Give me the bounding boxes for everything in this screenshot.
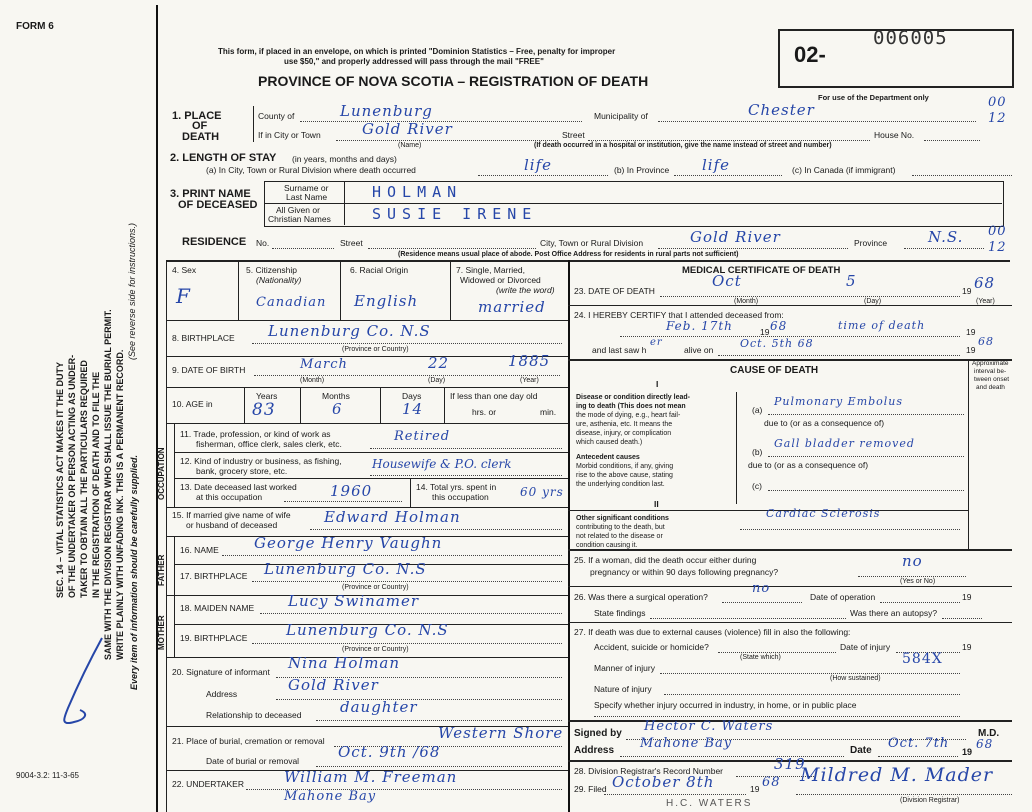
label-industry-2: bank, grocery store, etc.	[196, 466, 288, 476]
row-line-387	[166, 387, 568, 388]
value-mother-maiden: Lucy Swinamer	[288, 592, 420, 610]
label-occupation: OCCUPATION	[157, 447, 166, 500]
ante-3: rise to the above cause, stating	[576, 472, 673, 479]
bottom-stamp: H.C. WATERS	[666, 798, 753, 809]
label-how-sustained: (How sustained)	[830, 675, 881, 682]
line-date-of-death	[660, 296, 960, 297]
value-undertaker: William M. Freeman	[284, 768, 458, 786]
divider-5-6	[340, 260, 341, 320]
line-res-city	[658, 248, 848, 249]
value-city: Gold River	[362, 120, 453, 138]
label-street: Street	[562, 130, 585, 140]
side-text-2: OF THE UNDERTAKER OR PERSON ACTING AS UNDER-	[67, 354, 77, 598]
medical-cert-title: MEDICAL CERTIFICATE OF DEATH	[682, 265, 841, 276]
value-total-years: 60 yrs	[520, 485, 564, 499]
other-3: not related to the disease or	[576, 533, 663, 540]
ante-2: Morbid conditions, if any, giving	[576, 463, 674, 470]
label-father: FATHER	[157, 554, 166, 586]
label-nature: Nature of injury	[594, 684, 652, 694]
side-text-3: TAKER TO OBTAIN ALL THE PARTICULARS REQUIRED	[79, 360, 89, 598]
med-line-586	[568, 586, 1012, 587]
cause-brace	[736, 392, 737, 504]
mail-notice-2: use $50," and properly addressed will pass through the mail "FREE"	[284, 57, 544, 66]
label-undertaker: 22. UNDERTAKER	[172, 779, 244, 789]
label-dob: 9. DATE OF BIRTH	[172, 365, 246, 375]
line-relationship	[316, 720, 562, 721]
line-house-no	[924, 140, 980, 141]
label-date-op: Date of operation	[810, 592, 876, 602]
md-year-prefix: 19	[962, 747, 973, 757]
value-age-years: 83	[252, 400, 276, 420]
interval-3: tween onset	[974, 376, 1010, 383]
res-code-bot: 12	[988, 240, 1007, 255]
med-line-549	[568, 549, 1012, 551]
line-filed	[604, 794, 746, 795]
line-stay-province	[674, 175, 782, 176]
value-other-conditions: Cardiac Sclerosis	[766, 507, 881, 520]
op-year-prefix: 19	[962, 592, 972, 602]
line-stay-city	[478, 175, 608, 176]
line-mother-birthplace	[252, 643, 562, 644]
line-md-address	[620, 756, 844, 757]
line-surgical	[722, 602, 802, 603]
line-accident	[718, 652, 836, 653]
label-res-street: Street	[340, 238, 363, 248]
grid-top-line	[166, 260, 1010, 262]
value-alive-on: Oct. 5th 68	[740, 337, 814, 350]
label-length-of-stay: 2. LENGTH OF STAY	[170, 152, 277, 164]
label-municipality: Municipality of	[594, 111, 648, 121]
label-md-date: Date	[850, 745, 872, 756]
line-trade	[370, 448, 562, 449]
residence-note: (Residence means usual place of abode. Post Office Address for residents in rural parts not sufficient)	[398, 251, 739, 258]
value-res-city: Gold River	[690, 228, 781, 246]
value-attended-to: time of death	[838, 319, 926, 332]
value-md-year: 68	[976, 737, 994, 751]
value-last-worked: 1960	[330, 482, 373, 500]
value-informant: Nina Holman	[288, 654, 401, 672]
value-age-months: 6	[332, 400, 343, 418]
side-text-4: IN THE REGISTRATION OF DEATH AND TO FILE THE	[91, 371, 101, 598]
value-citizenship: Canadian	[256, 295, 327, 310]
label-last-saw: and last saw h	[592, 345, 647, 355]
label-citizenship: 5. Citizenship	[246, 265, 298, 275]
father-divider	[174, 536, 175, 595]
label-res-province: Province	[854, 238, 888, 248]
med-line-305	[568, 305, 1012, 306]
line-birthplace	[252, 343, 562, 344]
disease-1: Disease or condition directly lead-	[576, 394, 690, 401]
name-box-divider	[264, 203, 1002, 204]
line-other	[740, 529, 960, 530]
label-signed-by: Signed by	[574, 728, 622, 739]
med-line-720	[568, 720, 1012, 722]
value-racial: English	[354, 292, 419, 310]
label-record-number: 28. Division Registrar's Record Number	[574, 766, 724, 776]
label-mother-birthplace: 19. BIRTHPLACE	[180, 633, 248, 643]
line-municipality	[658, 121, 976, 122]
label-years-months: (in years, months and days)	[292, 154, 397, 164]
label-stay-canada: (c) In Canada (if immigrant)	[792, 165, 896, 175]
row-line-320	[166, 320, 568, 321]
brace-1	[253, 106, 254, 142]
divider-13-14	[410, 478, 411, 507]
label-days: Days	[402, 391, 422, 401]
mother-divider	[174, 595, 175, 657]
label-prov-country-1: (Province or Country)	[342, 346, 409, 353]
grid-middle-divider	[568, 260, 570, 812]
age-div-2	[300, 387, 301, 423]
line-date-op	[880, 602, 960, 603]
disease-6: which caused death.)	[576, 439, 643, 446]
value-surname: HOLMAN	[372, 183, 463, 201]
margin-signature-mark	[40, 630, 120, 740]
value-stay-province: life	[702, 156, 731, 174]
ante-1: Antecedent causes	[576, 454, 640, 461]
value-sex: F	[176, 284, 191, 308]
label-last-worked-2: at this occupation	[196, 492, 263, 502]
value-dob-month: March	[300, 357, 348, 372]
page-title: PROVINCE OF NOVA SCOTIA – REGISTRATION OF DEATH	[258, 73, 649, 89]
value-registrar: Mildred M. Mader	[800, 764, 994, 786]
value-attended-from: Feb. 17th	[666, 319, 733, 333]
line-city	[336, 140, 558, 141]
line-cause-c	[768, 490, 964, 491]
line-father-name	[222, 555, 562, 556]
label-death-year: (Year)	[976, 298, 995, 305]
label-external: 27. If death was due to external causes (violence) fill in also the following:	[574, 627, 851, 637]
line-mother-maiden	[260, 613, 562, 614]
value-dob-day: 22	[428, 354, 450, 372]
label-date-of-death: 23. DATE OF DEATH	[574, 286, 655, 296]
line-pregnancy	[858, 576, 966, 577]
label-death-day: (Day)	[864, 298, 882, 305]
label-stay-province: (b) In Province	[614, 165, 670, 175]
line-dob	[254, 375, 560, 376]
death-year-prefix: 19	[962, 286, 972, 296]
value-alive-year: 68	[978, 335, 994, 348]
row-line-452	[174, 452, 568, 453]
label-of-deceased: OF DECEASED	[178, 199, 258, 211]
hospital-note: (If death occurred in a hospital or institution, give the name instead of street and number)	[534, 142, 832, 149]
value-county: Lunenburg	[340, 102, 433, 120]
side-text-1: SEC. 14 – VITAL STATISTICS ACT MAKES IT THE DUTY	[55, 361, 65, 598]
label-dob-day: (Day)	[428, 377, 446, 384]
label-relationship: Relationship to deceased	[206, 710, 302, 720]
reg-number: 006005	[873, 27, 948, 49]
label-birthplace: 8. BIRTHPLACE	[172, 333, 235, 343]
label-pregnancy: 25. If a woman, did the death occur either during	[574, 555, 757, 565]
roman-i: I	[656, 379, 659, 389]
value-father-birthplace: Lunenburg Co. N.S	[264, 560, 427, 578]
label-less-one-day: If less than one day old	[450, 391, 538, 401]
label-due-to-2: due to (or as a consequence of)	[748, 460, 869, 470]
print-code: 9004-3.2: 11-3-65	[16, 771, 80, 780]
line-spouse	[310, 529, 562, 530]
label-father-name: 16. NAME	[180, 545, 219, 555]
line-last-worked	[284, 501, 402, 502]
side-text-6: WRITE PLAINLY WITH UNFADING INK. THIS IS A PERMANENT RECORD.	[115, 349, 125, 660]
line-autopsy	[942, 618, 982, 619]
value-attended-year: 68	[770, 319, 788, 333]
line-cause-a	[768, 414, 964, 415]
label-spouse-2: or husband of deceased	[186, 520, 278, 530]
value-last-saw: er	[650, 337, 663, 348]
label-months: Months	[322, 391, 350, 401]
dept-code-bot: 12	[988, 111, 1007, 126]
med-line-622	[568, 622, 1012, 623]
value-municipality: Chester	[748, 101, 815, 119]
label-total-years-2: this occupation	[432, 492, 489, 502]
label-father-birthplace: 17. BIRTHPLACE	[180, 571, 248, 581]
label-specify-injury: Specify whether injury occurred in industry, in home, or in public place	[594, 700, 857, 710]
line-specify	[594, 716, 960, 717]
label-marital-3: (write the word)	[496, 285, 555, 295]
label-last-name: Last Name	[286, 192, 328, 202]
label-informant: 20. Signature of informant	[172, 667, 270, 677]
label-death: DEATH	[182, 131, 220, 143]
label-age: 10. AGE in	[172, 399, 213, 409]
label-due-to-1: due to (or as a consequence of)	[764, 418, 885, 428]
value-death-year: 68	[974, 274, 996, 292]
roman-ii: II	[654, 499, 659, 509]
label-alive-on: alive on	[684, 345, 714, 355]
label-date-injury: Date of injury	[840, 642, 891, 652]
label-place: 1. PLACE	[172, 110, 222, 122]
label-autopsy: Was there an autopsy?	[850, 608, 938, 618]
divider-6-7	[450, 260, 451, 320]
label-spouse: 15. If married give name of wife	[172, 510, 291, 520]
label-accident: Accident, suicide or homicide?	[594, 642, 709, 652]
line-res-province	[904, 248, 984, 249]
label-surname: Surname or	[284, 183, 329, 193]
form-left-border	[156, 5, 158, 812]
value-pregnancy: no	[902, 552, 923, 570]
label-mother-maiden: 18. MAIDEN NAME	[180, 603, 255, 613]
label-res-city: City, Town or Rural Division	[540, 238, 644, 248]
label-certify: 24. I HEREBY CERTIFY that I attended deceased from:	[574, 310, 784, 320]
line-findings	[650, 618, 846, 619]
form-number: FORM 6	[16, 21, 54, 32]
label-burial-date: Date of burial or removal	[206, 756, 300, 766]
label-marital: 7. Single, Married,	[456, 265, 525, 275]
label-house-no: House No.	[874, 130, 915, 140]
line-nature	[664, 694, 960, 695]
injury-year-prefix: 19	[962, 642, 972, 652]
label-total-years: 14. Total yrs. spent in	[416, 482, 497, 492]
value-record-number: 319	[774, 755, 806, 773]
label-stay-city: (a) In City, Town or Rural Division where death occurred	[206, 165, 416, 175]
disease-5: disease, injury, or complication	[576, 430, 672, 437]
line-alive-on	[718, 355, 960, 356]
label-last-worked: 13. Date deceased last worked	[180, 482, 297, 492]
label-surgical: 26. Was there a surgical operation?	[574, 592, 708, 602]
line-registrar	[796, 794, 1012, 795]
line-res-street	[368, 248, 536, 249]
value-surgical: no	[752, 581, 771, 596]
label-cause-b: (b)	[752, 447, 763, 457]
other-4: condition causing it.	[576, 542, 638, 549]
interval-1: Approximate	[972, 360, 1009, 367]
occ-divider	[174, 423, 175, 507]
label-city: If in City or Town	[258, 130, 321, 140]
filed-year-prefix: 19	[750, 784, 760, 794]
value-marital: married	[478, 298, 546, 316]
other-2: contributing to the death, but	[576, 524, 665, 531]
value-filed-year: 68	[762, 775, 781, 790]
attended-year-prefix: 19	[760, 327, 770, 337]
dept-use-label: For use of the Department only	[818, 93, 929, 102]
label-yes-no: (Yes or No)	[900, 578, 936, 585]
label-cause-a: (a)	[752, 405, 763, 415]
side-instructions: (See reverse side for instructions.)	[127, 222, 137, 360]
label-hrs: hrs. or	[472, 407, 497, 417]
mail-notice-1: This form, if placed in an envelope, on which is printed "Dominion Statistics – Free, penalty for improper	[218, 47, 616, 56]
value-code-584x: 584X	[902, 651, 943, 667]
label-county: County of	[258, 111, 295, 121]
label-given: All Given or	[276, 205, 320, 215]
disease-3: the mode of dying, e.g., heart fail-	[576, 412, 681, 419]
value-relationship: daughter	[340, 698, 418, 716]
line-res-no	[272, 248, 334, 249]
value-given: SUSIE IRENE	[372, 205, 538, 223]
label-dob-year: (Year)	[520, 377, 539, 384]
value-dob-year: 1885	[508, 352, 551, 370]
label-cause-c: (c)	[752, 481, 762, 491]
label-marital-2: Widowed or Divorced	[460, 275, 541, 285]
label-burial-place: 21. Place of burial, cremation or removal	[172, 736, 325, 746]
label-racial: 6. Racial Origin	[350, 265, 409, 275]
label-trade-2: fisherman, office clerk, sales clerk, etc.	[196, 439, 342, 449]
label-years: Years	[256, 391, 278, 401]
label-industry: 12. Kind of industry or business, as fishing,	[180, 456, 342, 466]
side-every-item: Every item of information should be carefully supplied.	[129, 454, 139, 690]
label-nationality: (Nationality)	[256, 275, 302, 285]
cause-title: CAUSE OF DEATH	[730, 365, 819, 376]
interval-2: interval be-	[974, 368, 1007, 375]
name-box-vdiv	[344, 181, 345, 225]
value-birthplace: Lunenburg Co. N.S	[268, 322, 431, 340]
value-undertaker-2: Mahone Bay	[284, 789, 377, 804]
label-pregnancy-2: pregnancy or within 90 days following pregnancy?	[590, 567, 779, 577]
line-cause-b	[768, 456, 964, 457]
other-1: Other significant conditions	[576, 515, 669, 522]
label-prov-country-3: (Province or Country)	[342, 646, 409, 653]
line-industry	[370, 475, 562, 476]
value-informant-address: Gold River	[288, 676, 379, 694]
label-mother: MOTHER	[157, 615, 166, 650]
label-print-name: 3. PRINT NAME	[170, 188, 251, 200]
label-filed: 29. Filed	[574, 784, 607, 794]
value-burial-date: Oct. 9th /68	[338, 743, 441, 761]
value-filed-date: October 8th	[612, 773, 715, 791]
dept-code-top: 00	[988, 95, 1007, 110]
label-sex: 4. Sex	[172, 265, 197, 275]
line-stay-canada	[912, 175, 1012, 176]
age-div-3	[380, 387, 381, 423]
line-burial-date	[316, 766, 562, 767]
divider-4-5	[238, 260, 239, 320]
value-father-name: George Henry Vaughn	[254, 534, 443, 552]
label-state-findings: State findings	[594, 608, 646, 618]
value-cause-b: Gall bladder removed	[774, 437, 915, 450]
value-industry: Housewife & P.O. clerk	[372, 457, 512, 471]
ante-4: the underlying condition last.	[576, 481, 665, 488]
label-md-address: Address	[574, 745, 615, 756]
row-line-423	[166, 423, 568, 424]
line-father-birthplace	[252, 581, 562, 582]
interval-divider	[968, 359, 969, 549]
label-name-paren: (Name)	[398, 142, 422, 149]
label-of: OF	[192, 120, 208, 132]
attended-to-prefix: 19	[966, 327, 976, 337]
reg-prefix: 02-	[794, 42, 826, 67]
row-line-478	[174, 478, 568, 479]
label-res-no: No.	[256, 238, 270, 248]
disease-4: ure, asthenia, etc. It means the	[576, 421, 673, 428]
label-prov-country-2: (Province or Country)	[342, 584, 409, 591]
label-christian: Christian Names	[268, 214, 331, 224]
label-trade: 11. Trade, profession, or kind of work as	[180, 429, 331, 439]
value-death-day: 5	[846, 272, 857, 290]
value-spouse: Edward Holman	[324, 508, 461, 526]
res-code-top: 00	[988, 224, 1007, 239]
label-md: M.D.	[978, 728, 1000, 739]
side-text-5: SAME WITH THE DIVISION REGISTRAR WHO SHALL ISSUE THE BURIAL PERMIT.	[103, 309, 113, 660]
line-street	[588, 140, 870, 141]
age-div-4	[444, 387, 445, 423]
line-informant-address	[276, 699, 562, 700]
value-res-province: N.S.	[928, 228, 964, 246]
label-min: min.	[540, 407, 557, 417]
label-manner: Manner of injury	[594, 663, 655, 673]
value-mother-birthplace: Lunenburg Co. N.S	[286, 621, 449, 639]
label-div-registrar: (Division Registrar)	[900, 797, 960, 804]
value-stay-city: life	[524, 156, 553, 174]
label-death-month: (Month)	[734, 298, 759, 305]
value-cause-a: Pulmonary Embolus	[774, 395, 904, 408]
disease-2: ing to death (This does not mean	[576, 403, 686, 410]
value-signed-date: Oct. 7th	[888, 736, 950, 751]
age-div-1	[244, 387, 245, 423]
label-residence: RESIDENCE	[182, 236, 247, 248]
med-line-359	[568, 359, 1012, 361]
value-age-days: 14	[402, 400, 424, 418]
value-signed-by: Hector C. Waters	[644, 719, 774, 734]
line-md-date	[878, 756, 958, 757]
label-state-which: (State which)	[740, 654, 781, 661]
value-signed-address: Mahone Bay	[640, 736, 733, 751]
value-burial-place: Western Shore	[438, 724, 564, 742]
alive-year-prefix: 19	[966, 345, 976, 355]
label-informant-address: Address	[206, 689, 238, 699]
label-dob-month: (Month)	[300, 377, 325, 384]
value-death-month: Oct	[712, 272, 742, 290]
line-manner	[660, 673, 960, 674]
value-trade: Retired	[394, 429, 451, 444]
interval-4: and death	[976, 384, 1005, 391]
